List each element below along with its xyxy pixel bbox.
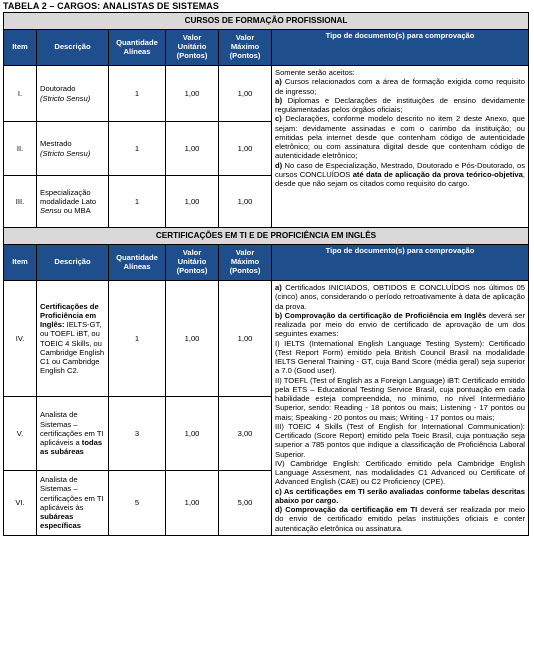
label: b) — [275, 95, 283, 105]
column-header-row — [4, 30, 529, 66]
text: deverá ser realizada por meio do envio de certificado emitido pelas instituições oficiais e conter autenticação eletrônica ou assinatura. — [275, 505, 525, 533]
col-header-valor-maximo: Valor Máximo (Pontos) — [219, 245, 272, 281]
section-title-certificacoes: CERTIFICAÇÕES EM TI E DE PROFICIÊNCIA EM INGLÊS — [4, 228, 529, 245]
bold-text: Comprovação da certificação em TI — [282, 505, 418, 514]
text: Diplomas e Declarações de instituições de ensino devidamente regulamentadas pelos órgãos oficiais; — [275, 95, 525, 114]
col-header-quantidade: Quantidade Alíneas — [109, 245, 166, 281]
item-number: IV. — [4, 281, 37, 397]
label: c) — [275, 486, 282, 496]
item-description — [37, 397, 109, 471]
exam-toefl: II) TOEFL (Test of English as a Foreign Language) iBT: Certificado emitido pela ETS – Educational Testing Service Brasil, cuja pontuação em cada habilidade esteja compreendida, no mínimo, no nível Intermediário Superior, sendo: Reading - 18 pontos ou mais; Listening - 17 pontos ou mais; Speaking - 20 pontos ou mais; Writing - 17 pontos ou mais; — [275, 375, 525, 422]
quantity-value: 1 — [109, 281, 166, 397]
item-description — [37, 471, 109, 536]
bold-text: subáreas específicas — [40, 512, 81, 531]
section-header-row — [4, 228, 529, 245]
item-number: VI. — [4, 471, 37, 536]
max-value: 3,00 — [219, 397, 272, 471]
comprov-item-a — [275, 283, 525, 311]
description-line: Mestrado — [40, 139, 72, 149]
max-value: 1,00 — [219, 176, 272, 228]
col-header-item: Item — [4, 30, 37, 66]
label: d) — [275, 505, 283, 514]
item-description — [37, 122, 109, 176]
text: Cursos relacionados com a área de formação exigida como requisito de ingresso; — [275, 77, 525, 96]
bold-text: Certificações de Proficiência em Inglês: — [40, 301, 99, 329]
item-number: III. — [4, 176, 37, 228]
quantity-value: 1 — [109, 66, 166, 122]
table-row — [4, 281, 529, 397]
col-header-valor-maximo: Valor Máximo (Pontos) — [219, 30, 272, 66]
text: , desde que não sejam os citados como requisito do cargo. — [275, 169, 526, 188]
col-header-quantidade: Quantidade Alíneas — [109, 30, 166, 66]
scoring-table — [3, 12, 529, 536]
max-value: 1,00 — [219, 66, 272, 122]
quantity-value: 1 — [109, 122, 166, 176]
label: c) — [275, 114, 282, 124]
table-row — [4, 66, 529, 122]
table-caption: TABELA 2 – CARGOS: ANALISTAS DE SISTEMAS — [3, 1, 220, 11]
unit-value: 1,00 — [166, 122, 219, 176]
text: Certificados INICIADOS, OBTIDOS E CONCLUÍDOS nos últimos 05 (cinco) anos, considerando o período retroativamente à data de aplicação da prova. — [275, 283, 525, 311]
bold-text: Comprovação da certificação de Proficiência em Inglês — [282, 310, 487, 320]
comprov-item-c — [275, 114, 525, 160]
max-value: 5,00 — [219, 471, 272, 536]
item-description — [37, 281, 109, 397]
text: ou MBA — [61, 206, 91, 216]
unit-value: 1,00 — [166, 471, 219, 536]
text: deverá ser realizada por meio do envio de certificado de aprovação de um dos seguintes exames: — [275, 310, 525, 339]
quantity-value: 5 — [109, 471, 166, 536]
text: No caso de Especialização, Mestrado, Doutorado e Pós-Doutorado, os cursos CONCLUÍDOS — [275, 160, 525, 179]
label: a) — [275, 77, 282, 87]
comprov-item-b — [275, 96, 525, 115]
col-header-item: Item — [4, 245, 37, 281]
comprov-item-d — [275, 161, 525, 189]
unit-value: 1,00 — [166, 66, 219, 122]
bold-text: até data de aplicação da prova teórico-objetiva — [352, 169, 523, 179]
item-number: II. — [4, 122, 37, 176]
exam-toeic: III) TOEIC 4 Skills (Test of English for International Communication): Certificado (Score Report) emitido pela Toeic Brasil, cuja pontuação seja superior a 785 pontos que indique a classificação de Proficiência Laboral Superior. — [275, 421, 525, 459]
quantity-value: 1 — [109, 176, 166, 228]
text: Analista de Sistemas – certificações em TI aplicáveis às — [40, 475, 104, 512]
text: Especialização modalidade Lato — [40, 187, 97, 206]
section-title-formacao: CURSOS DE FORMAÇÃO PROFISSIONAL — [4, 13, 529, 30]
description-line: Doutorado — [40, 84, 76, 94]
col-header-descricao: Descrição — [37, 30, 109, 66]
col-header-valor-unitario: Valor Unitário (Pontos) — [166, 245, 219, 281]
col-header-valor-unitario: Valor Unitário (Pontos) — [166, 30, 219, 66]
comprovacao-cell — [272, 66, 529, 228]
col-header-tipo: Tipo de documento(s) para comprovação — [272, 245, 529, 281]
max-value: 1,00 — [219, 281, 272, 397]
col-header-tipo: Tipo de documento(s) para comprovação — [272, 30, 529, 66]
unit-value: 1,00 — [166, 397, 219, 471]
col-header-descricao: Descrição — [37, 245, 109, 281]
section-header-row — [4, 13, 529, 30]
description-line: (Stricto Sensu) — [40, 93, 91, 103]
item-number: V. — [4, 397, 37, 471]
item-number: I. — [4, 66, 37, 122]
comprovacao-cell — [272, 281, 529, 536]
description-line: (Stricto Sensu) — [40, 148, 91, 158]
italic-text: Sensu — [40, 206, 62, 216]
label: d) — [275, 160, 283, 170]
label: b) — [275, 310, 283, 320]
unit-value: 1,00 — [166, 281, 219, 397]
item-description — [37, 66, 109, 122]
quantity-value: 3 — [109, 397, 166, 471]
text: Declarações, conforme modelo descrito no item 2 deste Anexo, que sejam: devidamente assinadas e com o carimbo da instituição; ou emitidas pela internet desde que contenham código de autenticidade eletrônico; ou com assinatura digital desde que contenham código de autenticidade eletrônico; — [275, 114, 525, 161]
unit-value: 1,00 — [166, 176, 219, 228]
text: IELTS-GT, ou TOEFL iBT, ou TOEIC 4 Skills, ou Cambridge English C1 ou Cambridge English C2. — [40, 320, 105, 376]
bold-text: As certificações em TI serão avaliadas conforme tabelas descritas abaixo por cargo. — [275, 486, 525, 505]
comprov-item-d — [275, 505, 525, 533]
text: Analista de Sistemas – certificações em TI aplicáveis a — [40, 410, 104, 448]
comprov-item-b — [275, 311, 525, 339]
bold-text: todas as subáreas — [40, 438, 103, 457]
label: a) — [275, 283, 282, 292]
column-header-row — [4, 245, 529, 281]
comprov-item-c — [275, 487, 525, 506]
exam-cambridge: IV) Cambridge English: Certificado emitido pela Cambridge English Language Assesment, nas modalidades C1 Advanced ou Certificate of Advanced English (CAE) ou C2 Proficiency (CPE). — [275, 458, 525, 487]
exam-ielts: I) IELTS (International English Language Testing System): Certificado (Test Report Form) emitido pela British Council Brasil na modalidade IELTS General Training - GT, cuja Band Score (média geral) seja superior a 7.0 (Good user). — [275, 338, 525, 376]
comprov-item-a — [275, 77, 525, 96]
max-value: 1,00 — [219, 122, 272, 176]
item-description — [37, 176, 109, 228]
comprov-intro: Somente serão aceitos: — [275, 68, 355, 77]
